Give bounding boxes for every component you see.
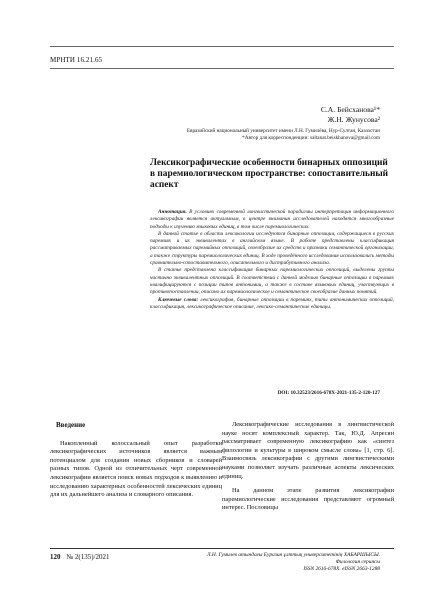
abstract-paragraph-1: Аннотация. В условиях современной лингвистической парадигмы интерпретация информационного лексикографии является актуальным, в центре внимания исследователей находятся многообразные подходы к изучению языковых единиц, в том числе паремиологических. (150, 209, 394, 230)
right-column (222, 421, 394, 519)
left-column (50, 421, 222, 506)
left-paragraph-1: Накопленный колоссальный опыт разработки лексикографических источников является важным потенциалом для создания новых сборников и словарей разных типов. Одной из отличительных черт современной лексикографии является поиск новых подходов к выявлению и исследованию характерных особенностей лексических единиц для их дальнейшего анализа и словарного описания. (50, 439, 222, 499)
abstract-paragraph-2: В данной статье в области лексикологии исследуются бинарные оппозиции, содержащиеся в русских паремиях и их эквивалентах в английском языке. В работе представлены классификация рассматриваемых паремийных оппозиций, своеобразие их средств и признаки семантической организации, а также структуры паремиологических единиц. В ходе проведённого исследования использовались методы сравнительно-сопоставительного, описательного и дистрибутивного анализа. (150, 230, 394, 267)
keywords-paragraph (150, 297, 394, 312)
mrnti-code: МРНТИ 16.21.65 (50, 56, 103, 64)
header-rule-bottom (50, 68, 394, 69)
journal-issn: ISSN 2616-678X. eISSN 2663-1288 (303, 566, 380, 573)
abstract-label: Аннотация. (158, 209, 187, 215)
issue-number: № 2(135)/2021 (66, 553, 110, 561)
footer-journal (207, 552, 380, 574)
author-2: Ж.Н. Жунусова² (327, 115, 380, 124)
right-paragraph-2: На данном этапе развития лексикографии паремиологические исследования представляют огромный интерес. Пословицы (222, 487, 394, 512)
authors-block (321, 105, 380, 125)
abstract-paragraph-3: В статье представлена классификация бинарных паремиологических оппозиций, выделены группы частично эквивалентных оппозиций. В соответствии с данной моделью бинарные оппозиции в паремиях квалифицируются с позиции типов антонимии, а также в составе языковых единиц, участвующих в противопоставлении, описано их паремиологическое и семантическое своеобразие данных понятий. (150, 267, 394, 296)
doi: DOI: 10.32523/2616-678X-2021-135-2-120-127 (277, 390, 380, 396)
right-paragraph-1: Лексикографические исследования в лингвистической науке носят комплексный характер. Так, Ю.Д. Апресян рассматривает современную лексикографию как «синтез филологии и культуры в широком смысле слова» [1, стр. 6]. Взаимосвязь лексикографии с другими лингвистическими науками позволяет изучать различные аспекты лексических единиц. (222, 421, 394, 480)
author-1: С.А. Бейсханова¹* (320, 105, 380, 114)
intro-heading: Введение (56, 421, 86, 429)
corresponding-author: *Автор для корреспонденции: saltanat.beiskhanova@gmail.com (242, 135, 380, 141)
affiliation-university: Евразийский национальный университет имени Л.Н. Гумилёва, Нур-Султан, Казахстан (186, 128, 380, 134)
page-number: 120 (50, 553, 61, 561)
keywords: лексикография, бинарные оппозиции в паремиях, типы антонимических оппозиций, классификация, лексикографическое описание, лексико-семантические единицы. (150, 296, 394, 310)
abstract (150, 209, 394, 311)
journal-series: Филология сериясы (335, 559, 380, 566)
keywords-label: Ключевые слова: (158, 296, 199, 303)
footer-left (50, 553, 110, 561)
footer-rule (50, 548, 394, 549)
header-rule (50, 46, 394, 47)
affiliation-block (90, 128, 380, 142)
journal-name: Л.Н. Гумилев атындағы Еуразия ұлттық университетінің ХАБАРШЫСЫ. (206, 552, 380, 558)
article-title: Лексикографические особенности бинарных оппозиций в паремиологическом пространстве: сопоставительный аспект (150, 158, 389, 190)
